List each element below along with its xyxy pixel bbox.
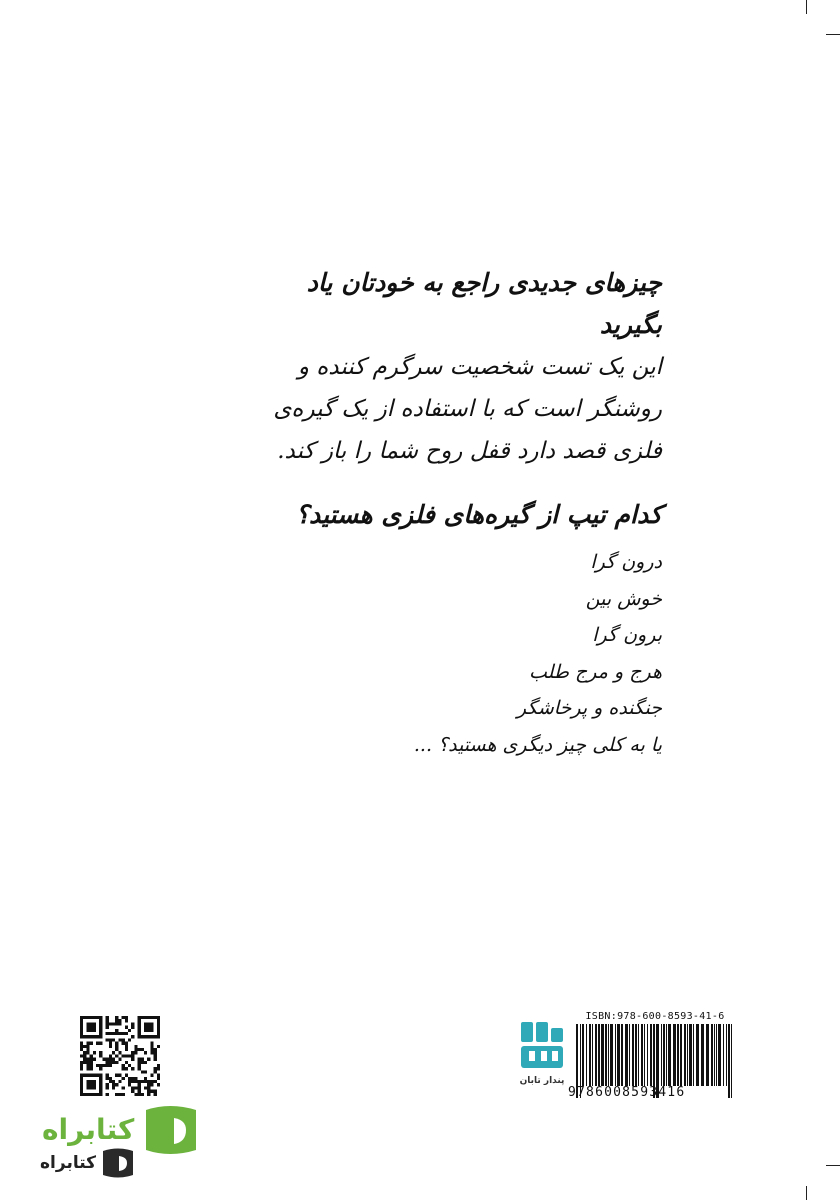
pendar-taban-icon: [519, 1020, 565, 1070]
description-paragraph: این یک تست شخصیت سرگرم کننده و روشنگر است که با استفاده از یک گیره‌ی فلزی قصد دارد قفل روح شما را باز کند.: [273, 354, 662, 464]
publisher-logo: [514, 1020, 570, 1092]
crop-mark: [826, 34, 840, 35]
ketabrah-book-icon: [100, 1145, 136, 1181]
crop-mark: [826, 1165, 840, 1166]
ketabrah-wordmark: کتابراه: [42, 1112, 135, 1146]
crop-mark: [806, 1186, 807, 1200]
qr-code[interactable]: [80, 1016, 160, 1096]
option-item: جنگنده و پرخاشگر: [516, 697, 662, 719]
heading-learn-about-yourself: چیزهای جدیدی راجع به خودتان یاد بگیرید: [306, 268, 662, 339]
option-item: درون گرا: [590, 551, 662, 573]
ketabrah-wordmark-small: کتابراه: [40, 1153, 97, 1173]
option-item: هرج و مرج طلب: [528, 660, 662, 683]
ketabrah-logo-small: [40, 1142, 140, 1184]
personality-options-list: [242, 544, 662, 763]
isbn-digits: 9786008593416: [568, 1085, 686, 1100]
isbn-label: ISBN:978-600-8593-41-6: [585, 1011, 725, 1022]
crop-mark: [806, 0, 807, 14]
heading-which-type: کدام تیپ از گیره‌های فلزی هستید؟: [295, 500, 662, 529]
back-cover-text: [242, 262, 662, 763]
publisher-name: پندار تابان: [519, 1076, 565, 1086]
option-item: خوش بین: [585, 587, 662, 610]
option-item: برون گرا: [592, 624, 662, 646]
ketabrah-book-icon: [140, 1100, 202, 1158]
option-item: یا به کلی چیز دیگری هستید؟ ...: [413, 733, 662, 756]
